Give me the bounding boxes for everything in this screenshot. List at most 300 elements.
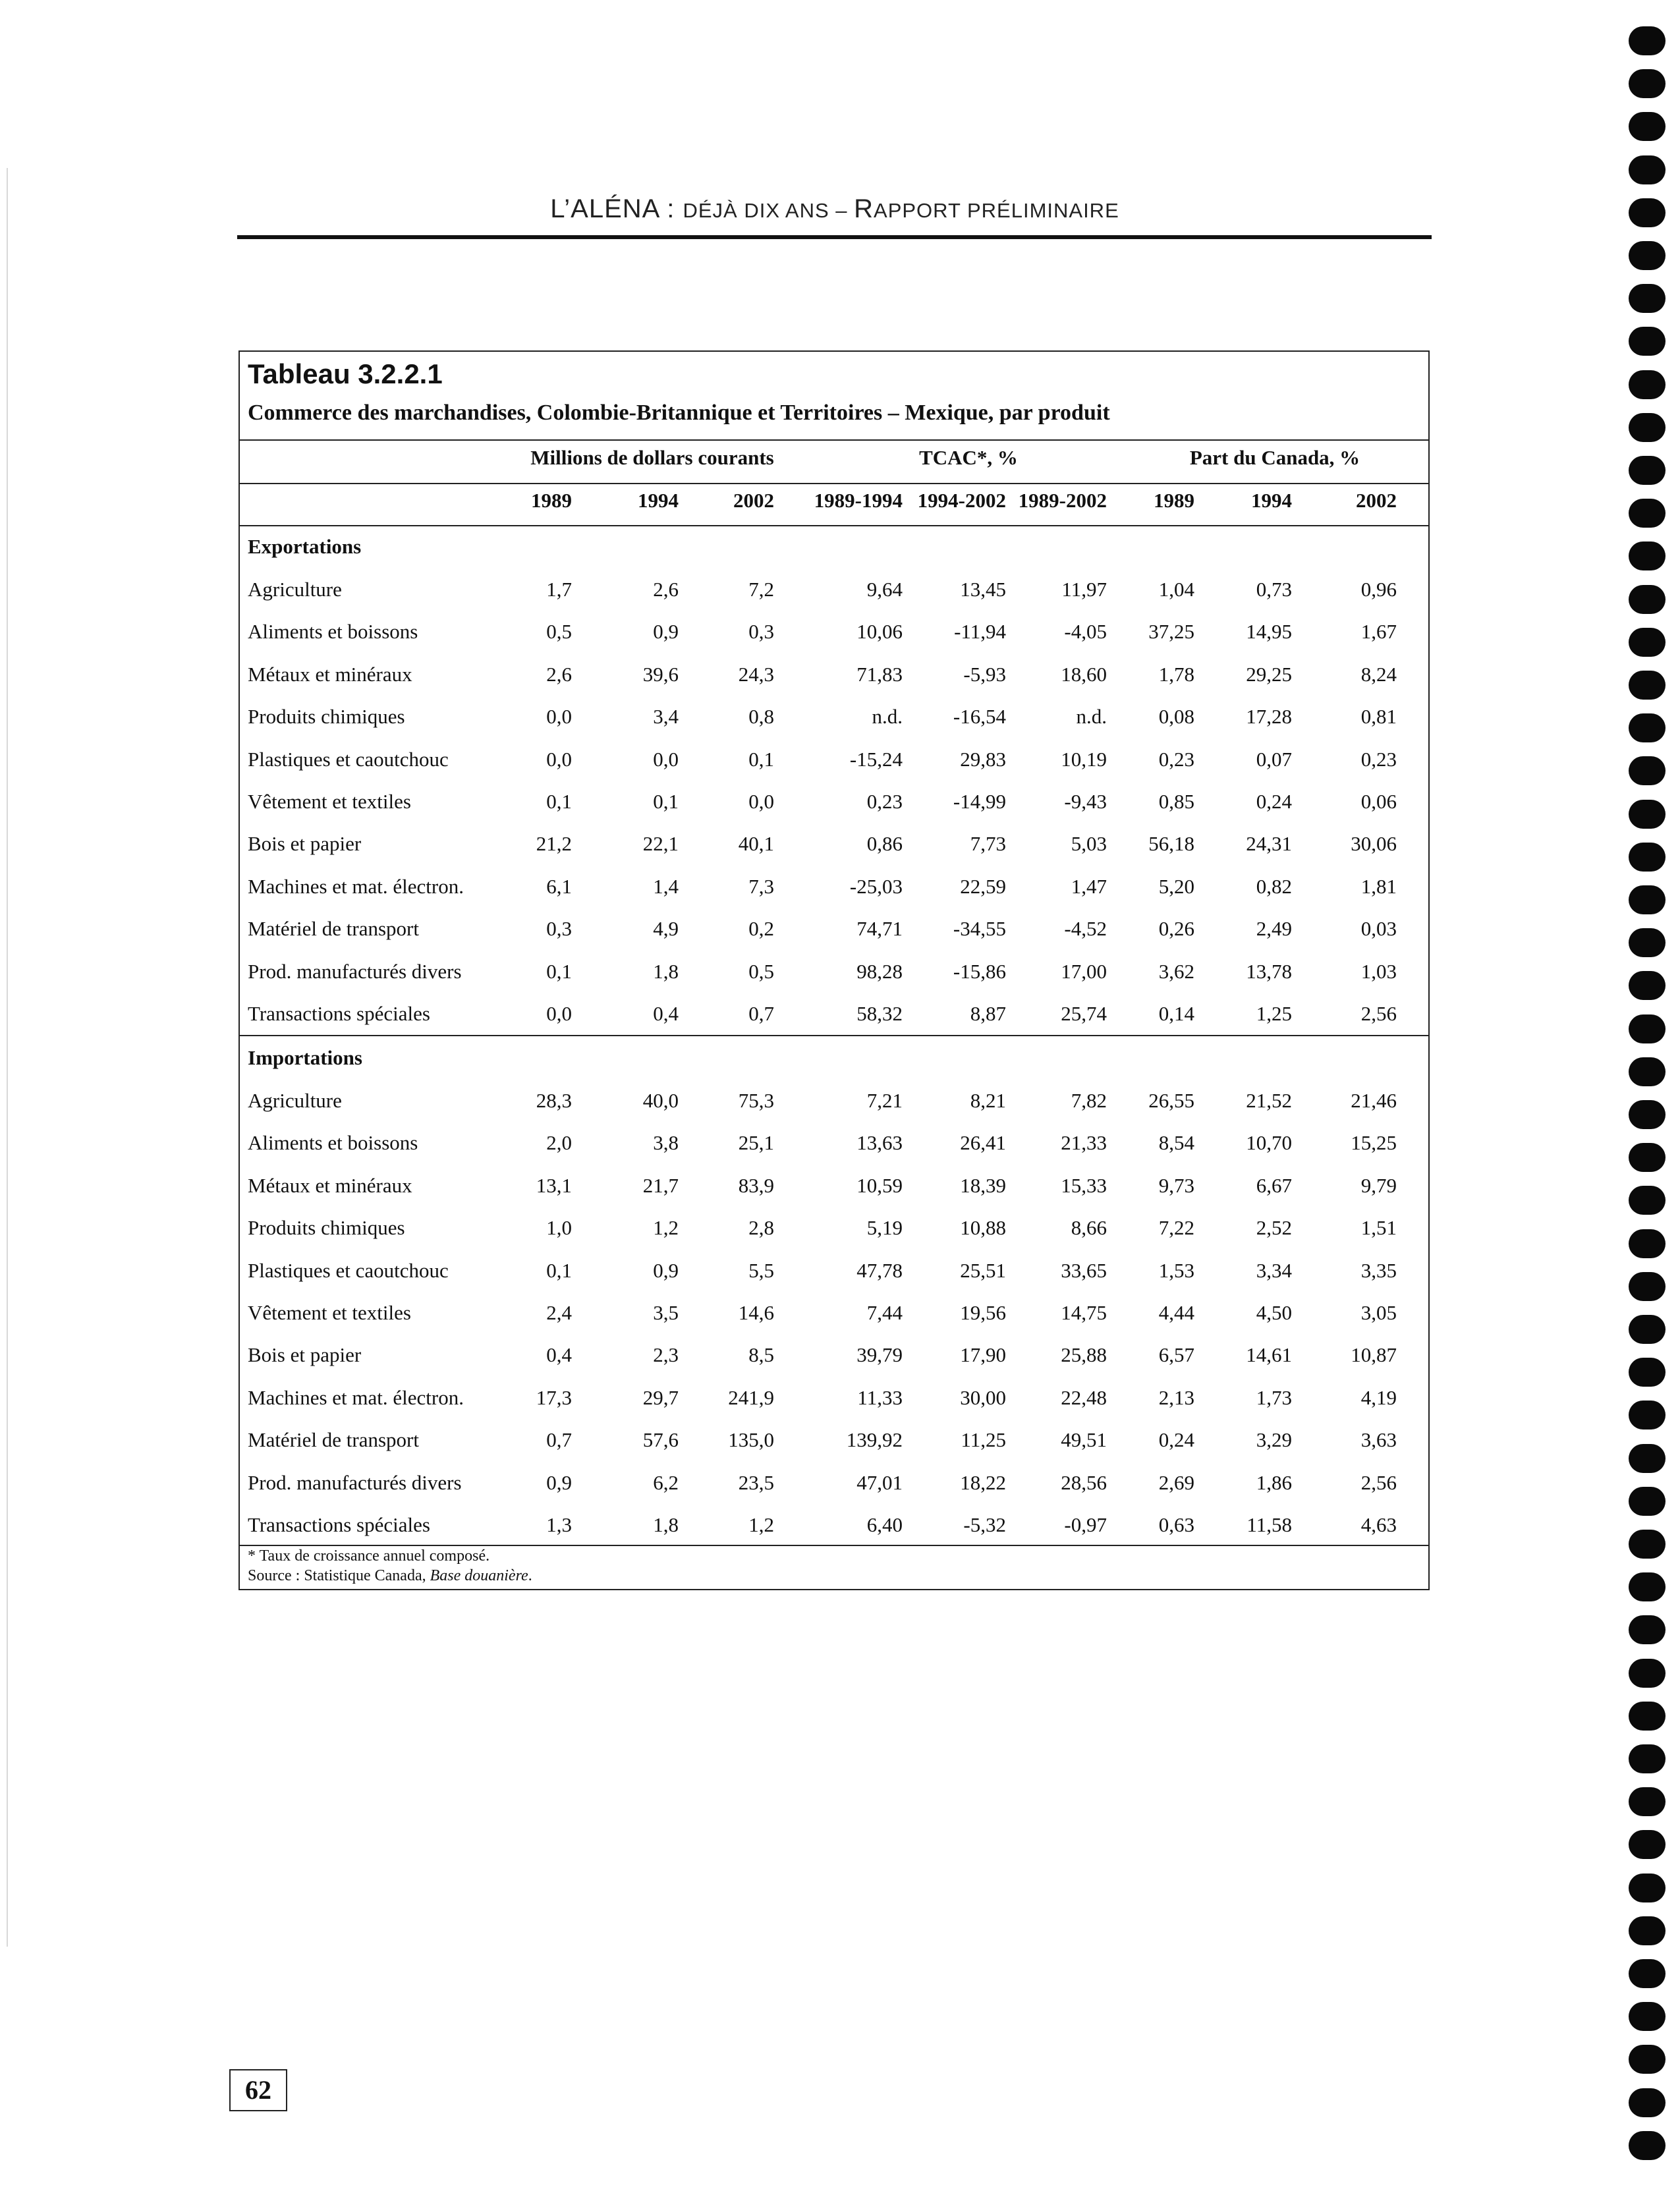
- binder-hole: [1629, 928, 1666, 957]
- table-cell: n.d.: [1076, 705, 1107, 729]
- table-cell: 13,1: [536, 1173, 572, 1197]
- table-cell: 2,56: [1360, 1002, 1397, 1025]
- binder-hole: [1629, 1057, 1666, 1086]
- table-cell: 1,2: [653, 1216, 679, 1240]
- row-label: Plastiques et caoutchouc: [248, 1258, 449, 1282]
- binder-hole: [1629, 2002, 1666, 2031]
- table-cell: 19,56: [960, 1301, 1006, 1324]
- table-cell: -16,54: [953, 705, 1006, 729]
- table-cell: 25,74: [1061, 1002, 1107, 1025]
- table-cell: 17,00: [1061, 959, 1107, 983]
- running-head-part: DÉJÀ DIX ANS –: [683, 199, 854, 222]
- row-label: Matériel de transport: [248, 917, 419, 941]
- binder-hole: [1629, 885, 1666, 914]
- table-subtitle: Commerce des marchandises, Colombie-Britannique et Territoires – Mexique, par produit: [248, 401, 1110, 425]
- binder-hole: [1629, 971, 1666, 1000]
- table-cell: 9,73: [1158, 1173, 1194, 1197]
- table-cell: 6,1: [546, 874, 572, 898]
- table-cell: 40,0: [642, 1089, 679, 1112]
- table-cell: 10,88: [960, 1216, 1006, 1240]
- table-cell: 0,24: [1158, 1428, 1194, 1452]
- table-cell: -11,94: [954, 620, 1006, 644]
- table-cell: 26,55: [1148, 1089, 1194, 1112]
- table-cell: 1,0: [546, 1216, 572, 1240]
- table-cell: 7,3: [748, 874, 774, 898]
- table-cell: 2,0: [546, 1131, 572, 1155]
- table-cell: 7,73: [970, 832, 1006, 856]
- table-cell: 6,40: [866, 1513, 903, 1536]
- binder-hole: [1629, 843, 1666, 872]
- table-cell: 2,52: [1256, 1216, 1292, 1240]
- binder-hole: [1629, 1014, 1666, 1043]
- table-cell: 11,97: [1061, 578, 1107, 601]
- running-head-cap: R: [854, 194, 874, 223]
- table-cell: 1,81: [1360, 874, 1397, 898]
- table-cell: 14,6: [738, 1301, 774, 1324]
- row-label: Bois et papier: [248, 1343, 362, 1367]
- table-cell: 0,4: [653, 1002, 679, 1025]
- table-cell: 17,90: [960, 1343, 1006, 1367]
- table-cell: 28,56: [1061, 1470, 1107, 1494]
- table-cell: 0,03: [1360, 917, 1397, 941]
- table-cell: 4,9: [653, 917, 679, 941]
- binder-hole: [1629, 327, 1666, 356]
- table-cell: 0,96: [1360, 578, 1397, 601]
- table-cell: 7,2: [748, 578, 774, 601]
- table-cell: 0,85: [1158, 790, 1194, 813]
- binder-hole: [1629, 1229, 1666, 1258]
- table-cell: 0,1: [546, 1258, 572, 1282]
- table-cell: 135,0: [728, 1428, 774, 1452]
- table-cell: 1,7: [546, 578, 572, 601]
- binder-hole: [1629, 112, 1666, 141]
- table-cell: 29,7: [642, 1385, 679, 1409]
- row-label: Agriculture: [248, 1089, 342, 1112]
- binder-hole: [1629, 1959, 1666, 1988]
- row-label: Plastiques et caoutchouc: [248, 747, 449, 771]
- binder-holes: [1629, 26, 1668, 2174]
- table-cell: 0,0: [653, 747, 679, 771]
- row-label: Vêtement et textiles: [248, 790, 411, 813]
- table-cell: 21,2: [536, 832, 572, 856]
- binder-hole: [1629, 628, 1666, 657]
- group-header: Part du Canada, %: [1189, 446, 1360, 469]
- table-cell: 10,87: [1351, 1343, 1397, 1367]
- table-cell: 18,39: [960, 1173, 1006, 1197]
- table-cell: 74,71: [856, 917, 903, 941]
- binder-hole: [1629, 1530, 1666, 1559]
- binder-hole: [1629, 1744, 1666, 1773]
- row-label: Matériel de transport: [248, 1428, 419, 1452]
- section-header: Exportations: [248, 535, 362, 558]
- table-cell: 13,45: [960, 578, 1006, 601]
- table-cell: 3,5: [653, 1301, 679, 1324]
- table-cell: 7,22: [1158, 1216, 1194, 1240]
- table-cell: 0,0: [748, 790, 774, 813]
- row-label: Vêtement et textiles: [248, 1301, 411, 1324]
- running-head: [238, 194, 1431, 224]
- row-label: Aliments et boissons: [248, 1131, 418, 1155]
- table-cell: 7,21: [866, 1089, 903, 1112]
- table-cell: 2,6: [546, 662, 572, 686]
- table-cell: -14,99: [953, 790, 1006, 813]
- table-cell: 2,56: [1360, 1470, 1397, 1494]
- table-cell: 14,95: [1246, 620, 1292, 644]
- table-cell: 15,33: [1061, 1173, 1107, 1197]
- table-cell: 2,4: [546, 1301, 572, 1324]
- table-cell: -25,03: [849, 874, 903, 898]
- binder-hole: [1629, 756, 1666, 785]
- table-cell: 10,70: [1246, 1131, 1292, 1155]
- table-cell: 0,0: [546, 705, 572, 729]
- table-cell: 2,69: [1158, 1470, 1194, 1494]
- table-cell: 7,44: [866, 1301, 903, 1324]
- table-cell: 58,32: [856, 1002, 903, 1025]
- table-cell: 2,6: [653, 578, 679, 601]
- table-cell: 28,3: [536, 1089, 572, 1112]
- table-cell: 25,88: [1061, 1343, 1107, 1367]
- row-label: Machines et mat. électron.: [248, 1385, 464, 1409]
- table-cell: 0,1: [546, 790, 572, 813]
- binder-hole: [1629, 1315, 1666, 1344]
- table-cell: 0,63: [1158, 1513, 1194, 1536]
- table-cell: 0,9: [653, 1258, 679, 1282]
- table-cell: 4,19: [1360, 1385, 1397, 1409]
- binder-hole: [1629, 1186, 1666, 1215]
- table-cell: 0,81: [1360, 705, 1397, 729]
- table-cell: 13,78: [1246, 959, 1292, 983]
- table-cell: 22,48: [1061, 1385, 1107, 1409]
- table-cell: 0,9: [653, 620, 679, 644]
- binder-hole: [1629, 198, 1666, 227]
- table-cell: 8,21: [970, 1089, 1006, 1112]
- table-source: [248, 1567, 532, 1585]
- table-cell: 1,8: [653, 959, 679, 983]
- table-cell: 0,1: [653, 790, 679, 813]
- table-cell: 0,4: [546, 1343, 572, 1367]
- table-cell: 0,06: [1360, 790, 1397, 813]
- table-cell: -5,93: [963, 662, 1006, 686]
- binder-hole: [1629, 800, 1666, 829]
- table-cell: 40,1: [738, 832, 774, 856]
- row-label: Bois et papier: [248, 832, 362, 856]
- table-cell: 56,18: [1148, 832, 1194, 856]
- table-cell: 1,73: [1256, 1385, 1292, 1409]
- table-cell: 9,79: [1360, 1173, 1397, 1197]
- table-cell: 5,03: [1071, 832, 1107, 856]
- table-cell: 8,54: [1158, 1131, 1194, 1155]
- table-cell: 7,82: [1071, 1089, 1107, 1112]
- table-cell: 1,67: [1360, 620, 1397, 644]
- table-cell: 29,25: [1246, 662, 1292, 686]
- page-number: 62: [229, 2069, 287, 2111]
- table-cell: -4,52: [1064, 917, 1107, 941]
- row-label: Transactions spéciales: [248, 1513, 430, 1536]
- table-cell: 5,20: [1158, 874, 1194, 898]
- table-cell: 24,3: [738, 662, 774, 686]
- table-cell: 2,8: [748, 1216, 774, 1240]
- table-cell: 0,23: [1158, 747, 1194, 771]
- table-cell: 4,63: [1360, 1513, 1397, 1536]
- table-cell: 8,66: [1071, 1216, 1107, 1240]
- table-cell: 10,06: [856, 620, 903, 644]
- source-suffix: .: [528, 1567, 532, 1584]
- table-cell: 1,04: [1158, 578, 1194, 601]
- table-cell: 14,75: [1061, 1301, 1107, 1324]
- table-cell: 0,0: [546, 1002, 572, 1025]
- table-cell: 2,3: [653, 1343, 679, 1367]
- table-cell: 0,82: [1256, 874, 1292, 898]
- table-cell: 8,5: [748, 1343, 774, 1367]
- table-cell: 241,9: [728, 1385, 774, 1409]
- table-cell: -15,24: [849, 747, 903, 771]
- binder-hole: [1629, 2131, 1666, 2160]
- table-cell: 11,33: [857, 1385, 903, 1409]
- table-cell: 5,19: [866, 1216, 903, 1240]
- table-cell: 0,8: [748, 705, 774, 729]
- table-cell: 3,4: [653, 705, 679, 729]
- table-cell: 11,58: [1246, 1513, 1292, 1536]
- row-label: Machines et mat. électron.: [248, 874, 464, 898]
- section-header: Importations: [248, 1046, 362, 1069]
- table-cell: 17,3: [536, 1385, 572, 1409]
- table-cell: 24,31: [1246, 832, 1292, 856]
- table-cell: 0,07: [1256, 747, 1292, 771]
- table-cell: 1,51: [1360, 1216, 1397, 1240]
- table-cell: 1,86: [1256, 1470, 1292, 1494]
- table-cell: 139,92: [846, 1428, 903, 1452]
- column-header: 1989-2002: [1018, 489, 1107, 512]
- table-rule: [238, 439, 1430, 441]
- column-header: 2002: [733, 489, 774, 512]
- source-title: Base douanière: [430, 1567, 528, 1584]
- table-cell: 5,5: [748, 1258, 774, 1282]
- binder-hole: [1629, 370, 1666, 399]
- table-cell: 30,00: [960, 1385, 1006, 1409]
- table-cell: 83,9: [738, 1173, 774, 1197]
- binder-hole: [1629, 1916, 1666, 1945]
- source-prefix: Source : Statistique Canada,: [248, 1567, 430, 1584]
- table-cell: 3,62: [1158, 959, 1194, 983]
- column-header: 1994: [1251, 489, 1292, 512]
- row-label: Agriculture: [248, 578, 342, 601]
- table-cell: 11,25: [961, 1428, 1006, 1452]
- table-cell: n.d.: [872, 705, 903, 729]
- table-cell: 10,59: [856, 1173, 903, 1197]
- table-title: Tableau 3.2.2.1: [248, 358, 443, 389]
- row-label: Métaux et minéraux: [248, 662, 412, 686]
- binder-hole: [1629, 1100, 1666, 1129]
- table-cell: 0,3: [546, 917, 572, 941]
- binder-hole: [1629, 155, 1666, 184]
- table-cell: 49,51: [1061, 1428, 1107, 1452]
- binder-hole: [1629, 1874, 1666, 1902]
- table-cell: 0,0: [546, 747, 572, 771]
- table-cell: 0,86: [866, 832, 903, 856]
- row-label: Produits chimiques: [248, 1216, 405, 1240]
- column-header: 1989: [531, 489, 572, 512]
- table-cell: 26,41: [960, 1131, 1006, 1155]
- table-cell: -4,05: [1064, 620, 1107, 644]
- binder-hole: [1629, 241, 1666, 270]
- table-cell: 2,13: [1158, 1385, 1194, 1409]
- binder-hole: [1629, 1830, 1666, 1859]
- table-cell: 1,78: [1158, 662, 1194, 686]
- column-header: 1989: [1154, 489, 1194, 512]
- table-cell: 0,23: [1360, 747, 1397, 771]
- binder-hole: [1629, 413, 1666, 442]
- row-label: Produits chimiques: [248, 705, 405, 729]
- table-cell: 33,65: [1061, 1258, 1107, 1282]
- table-cell: 47,78: [856, 1258, 903, 1282]
- table-cell: 6,67: [1256, 1173, 1292, 1197]
- table-cell: -15,86: [953, 959, 1006, 983]
- running-head-lead: L’ALÉNA :: [550, 194, 683, 223]
- row-label: Métaux et minéraux: [248, 1173, 412, 1197]
- binder-hole: [1629, 69, 1666, 98]
- table-cell: 1,47: [1071, 874, 1107, 898]
- table-rule: [238, 1545, 1430, 1546]
- column-header: 2002: [1356, 489, 1397, 512]
- table-cell: 21,52: [1246, 1089, 1292, 1112]
- header-rule: [237, 235, 1432, 239]
- binder-hole: [1629, 1143, 1666, 1172]
- table-cell: 0,2: [748, 917, 774, 941]
- table-cell: 0,24: [1256, 790, 1292, 813]
- table-cell: 71,83: [856, 662, 903, 686]
- binder-hole: [1629, 1358, 1666, 1387]
- binder-hole: [1629, 2088, 1666, 2117]
- binder-hole: [1629, 499, 1666, 528]
- table-cell: 15,25: [1351, 1131, 1397, 1155]
- running-head-part2: APPORT PRÉLIMINAIRE: [874, 199, 1119, 222]
- table-cell: 3,34: [1256, 1258, 1292, 1282]
- binder-hole: [1629, 585, 1666, 614]
- table-cell: 23,5: [738, 1470, 774, 1494]
- table-cell: 3,63: [1360, 1428, 1397, 1452]
- table-cell: 4,44: [1158, 1301, 1194, 1324]
- table-rule: [238, 525, 1430, 526]
- table-cell: 0,9: [546, 1470, 572, 1494]
- table-cell: 0,1: [546, 959, 572, 983]
- column-header: 1994: [638, 489, 679, 512]
- table-cell: 25,51: [960, 1258, 1006, 1282]
- table-cell: -5,32: [963, 1513, 1006, 1536]
- table-cell: 30,06: [1351, 832, 1397, 856]
- binding-edge-line: [7, 168, 8, 1947]
- binder-hole: [1629, 1787, 1666, 1816]
- table-cell: 75,3: [738, 1089, 774, 1112]
- table-cell: 0,3: [748, 620, 774, 644]
- table-cell: 9,64: [866, 578, 903, 601]
- binder-hole: [1629, 1487, 1666, 1516]
- table-cell: 1,8: [653, 1513, 679, 1536]
- table-cell: 21,46: [1351, 1089, 1397, 1112]
- table-cell: 1,2: [748, 1513, 774, 1536]
- table-cell: 3,35: [1360, 1258, 1397, 1282]
- binder-hole: [1629, 456, 1666, 485]
- table-cell: 25,1: [738, 1131, 774, 1155]
- table-cell: 0,5: [748, 959, 774, 983]
- group-header: Millions de dollars courants: [530, 446, 774, 469]
- table-cell: 13,63: [856, 1131, 903, 1155]
- table-cell: 2,49: [1256, 917, 1292, 941]
- binder-hole: [1629, 1702, 1666, 1731]
- table-cell: 18,22: [960, 1470, 1006, 1494]
- binder-hole: [1629, 1615, 1666, 1644]
- table-cell: 17,28: [1246, 705, 1292, 729]
- table-cell: 22,1: [642, 832, 679, 856]
- table-cell: 57,6: [642, 1428, 679, 1452]
- column-header: 1989-1994: [814, 489, 903, 512]
- table-cell: 39,6: [642, 662, 679, 686]
- row-label: Prod. manufacturés divers: [248, 959, 462, 983]
- table-cell: 22,59: [960, 874, 1006, 898]
- table-cell: 21,7: [642, 1173, 679, 1197]
- binder-hole: [1629, 1401, 1666, 1430]
- table-cell: 98,28: [856, 959, 903, 983]
- row-label: Transactions spéciales: [248, 1002, 430, 1025]
- table-rule: [238, 1035, 1430, 1036]
- table-cell: 8,24: [1360, 662, 1397, 686]
- binder-hole: [1629, 1444, 1666, 1473]
- binder-hole: [1629, 713, 1666, 742]
- table-cell: 0,1: [748, 747, 774, 771]
- table-cell: 29,83: [960, 747, 1006, 771]
- group-header: TCAC*, %: [919, 446, 1018, 469]
- table-cell: 37,25: [1148, 620, 1194, 644]
- table-cell: 39,79: [856, 1343, 903, 1367]
- binder-hole: [1629, 541, 1666, 570]
- table-cell: 18,60: [1061, 662, 1107, 686]
- table-cell: 3,29: [1256, 1428, 1292, 1452]
- binder-hole: [1629, 1572, 1666, 1601]
- table-cell: 0,26: [1158, 917, 1194, 941]
- table-cell: 0,08: [1158, 705, 1194, 729]
- table-cell: 3,8: [653, 1131, 679, 1155]
- binder-hole: [1629, 284, 1666, 313]
- row-label: Prod. manufacturés divers: [248, 1470, 462, 1494]
- table-cell: 1,03: [1360, 959, 1397, 983]
- table-cell: 10,19: [1061, 747, 1107, 771]
- table-cell: 8,87: [970, 1002, 1006, 1025]
- row-label: Aliments et boissons: [248, 620, 418, 644]
- binder-hole: [1629, 671, 1666, 700]
- table-cell: -9,43: [1064, 790, 1107, 813]
- table-cell: 0,7: [546, 1428, 572, 1452]
- table-cell: 1,4: [653, 874, 679, 898]
- column-header: 1994-2002: [917, 489, 1006, 512]
- table-cell: 0,73: [1256, 578, 1292, 601]
- table-cell: 6,57: [1158, 1343, 1194, 1367]
- table-cell: 6,2: [653, 1470, 679, 1494]
- table-cell: 0,14: [1158, 1002, 1194, 1025]
- binder-hole: [1629, 1272, 1666, 1301]
- table-cell: 1,3: [546, 1513, 572, 1536]
- table-cell: 0,23: [866, 790, 903, 813]
- table-cell: 21,33: [1061, 1131, 1107, 1155]
- table-cell: 0,5: [546, 620, 572, 644]
- table-cell: -34,55: [953, 917, 1006, 941]
- table-cell: 4,50: [1256, 1301, 1292, 1324]
- binder-hole: [1629, 2045, 1666, 2074]
- binder-hole: [1629, 26, 1666, 55]
- table-cell: 47,01: [856, 1470, 903, 1494]
- table-cell: 3,05: [1360, 1301, 1397, 1324]
- table-footnote: * Taux de croissance annuel composé.: [248, 1547, 490, 1565]
- binder-hole: [1629, 1659, 1666, 1688]
- table-cell: 1,25: [1256, 1002, 1292, 1025]
